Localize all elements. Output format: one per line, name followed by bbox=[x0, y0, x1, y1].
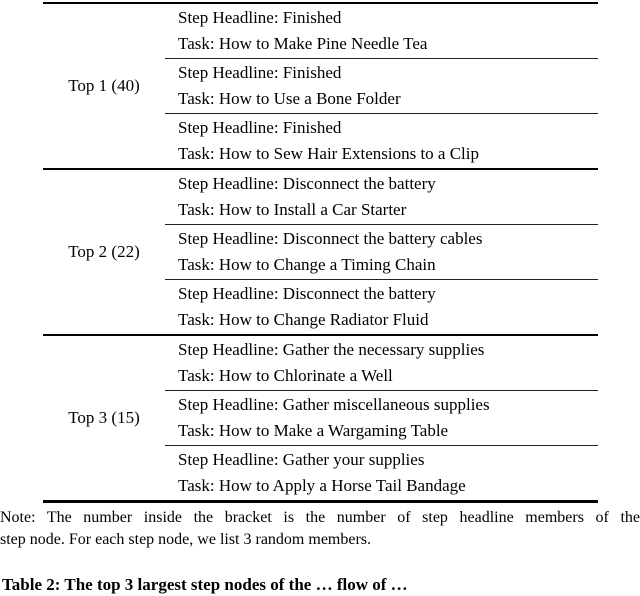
task-text: Task: How to Make a Wargaming Table bbox=[178, 421, 449, 440]
table-row bbox=[165, 390, 598, 445]
task-text: Task: How to Change a Timing Chain bbox=[178, 255, 436, 274]
table-group-top1 bbox=[43, 4, 598, 168]
step-headline-text: Step Headline: Gather your supplies bbox=[178, 450, 425, 469]
table-note bbox=[0, 507, 640, 551]
table-row bbox=[165, 113, 598, 168]
group-rows bbox=[165, 170, 598, 334]
task-text: Task: How to Use a Bone Folder bbox=[178, 89, 401, 108]
group-rows bbox=[165, 4, 598, 168]
task-text: Task: How to Make Pine Needle Tea bbox=[178, 34, 428, 53]
table-row bbox=[165, 170, 598, 224]
table-group-top2 bbox=[43, 168, 598, 334]
group-label: Top 2 (22) bbox=[68, 242, 140, 261]
task-text: Task: How to Install a Car Starter bbox=[178, 200, 407, 219]
table-row bbox=[165, 224, 598, 279]
group-label: Top 3 (15) bbox=[68, 408, 140, 427]
task-text: Task: How to Apply a Horse Tail Bandage bbox=[178, 476, 466, 495]
table-row bbox=[165, 279, 598, 334]
step-headline-text: Step Headline: Gather miscellaneous supplies bbox=[178, 395, 490, 414]
table-row bbox=[165, 336, 598, 390]
table-group-top3 bbox=[43, 334, 598, 500]
step-headline-text: Step Headline: Finished bbox=[178, 63, 342, 82]
step-headline-text: Step Headline: Finished bbox=[178, 118, 342, 137]
task-text: Task: How to Sew Hair Extensions to a Clip bbox=[178, 144, 480, 163]
group-rows bbox=[165, 336, 598, 500]
step-headline-text: Step Headline: Disconnect the battery bbox=[178, 174, 436, 193]
group-label: Top 1 (40) bbox=[68, 76, 140, 95]
task-text: Task: How to Change Radiator Fluid bbox=[178, 310, 429, 329]
step-nodes-table bbox=[43, 2, 598, 503]
table-row bbox=[165, 4, 598, 58]
step-headline-text: Step Headline: Disconnect the battery cables bbox=[178, 229, 483, 248]
table-row bbox=[165, 445, 598, 500]
task-text: Task: How to Chlorinate a Well bbox=[178, 366, 393, 385]
step-headline-text: Step Headline: Disconnect the battery bbox=[178, 284, 436, 303]
step-headline-text: Step Headline: Finished bbox=[178, 8, 342, 27]
table-note-line1: Note: The number inside the bracket is the number of step headline members of the bbox=[0, 509, 640, 526]
table-row bbox=[165, 58, 598, 113]
table-caption: Table 2: The top 3 largest step nodes of the … flow of … bbox=[2, 575, 408, 594]
step-headline-text: Step Headline: Gather the necessary supplies bbox=[178, 340, 485, 359]
table-note-line2: step node. For each step node, we list 3 random members. bbox=[0, 531, 372, 548]
